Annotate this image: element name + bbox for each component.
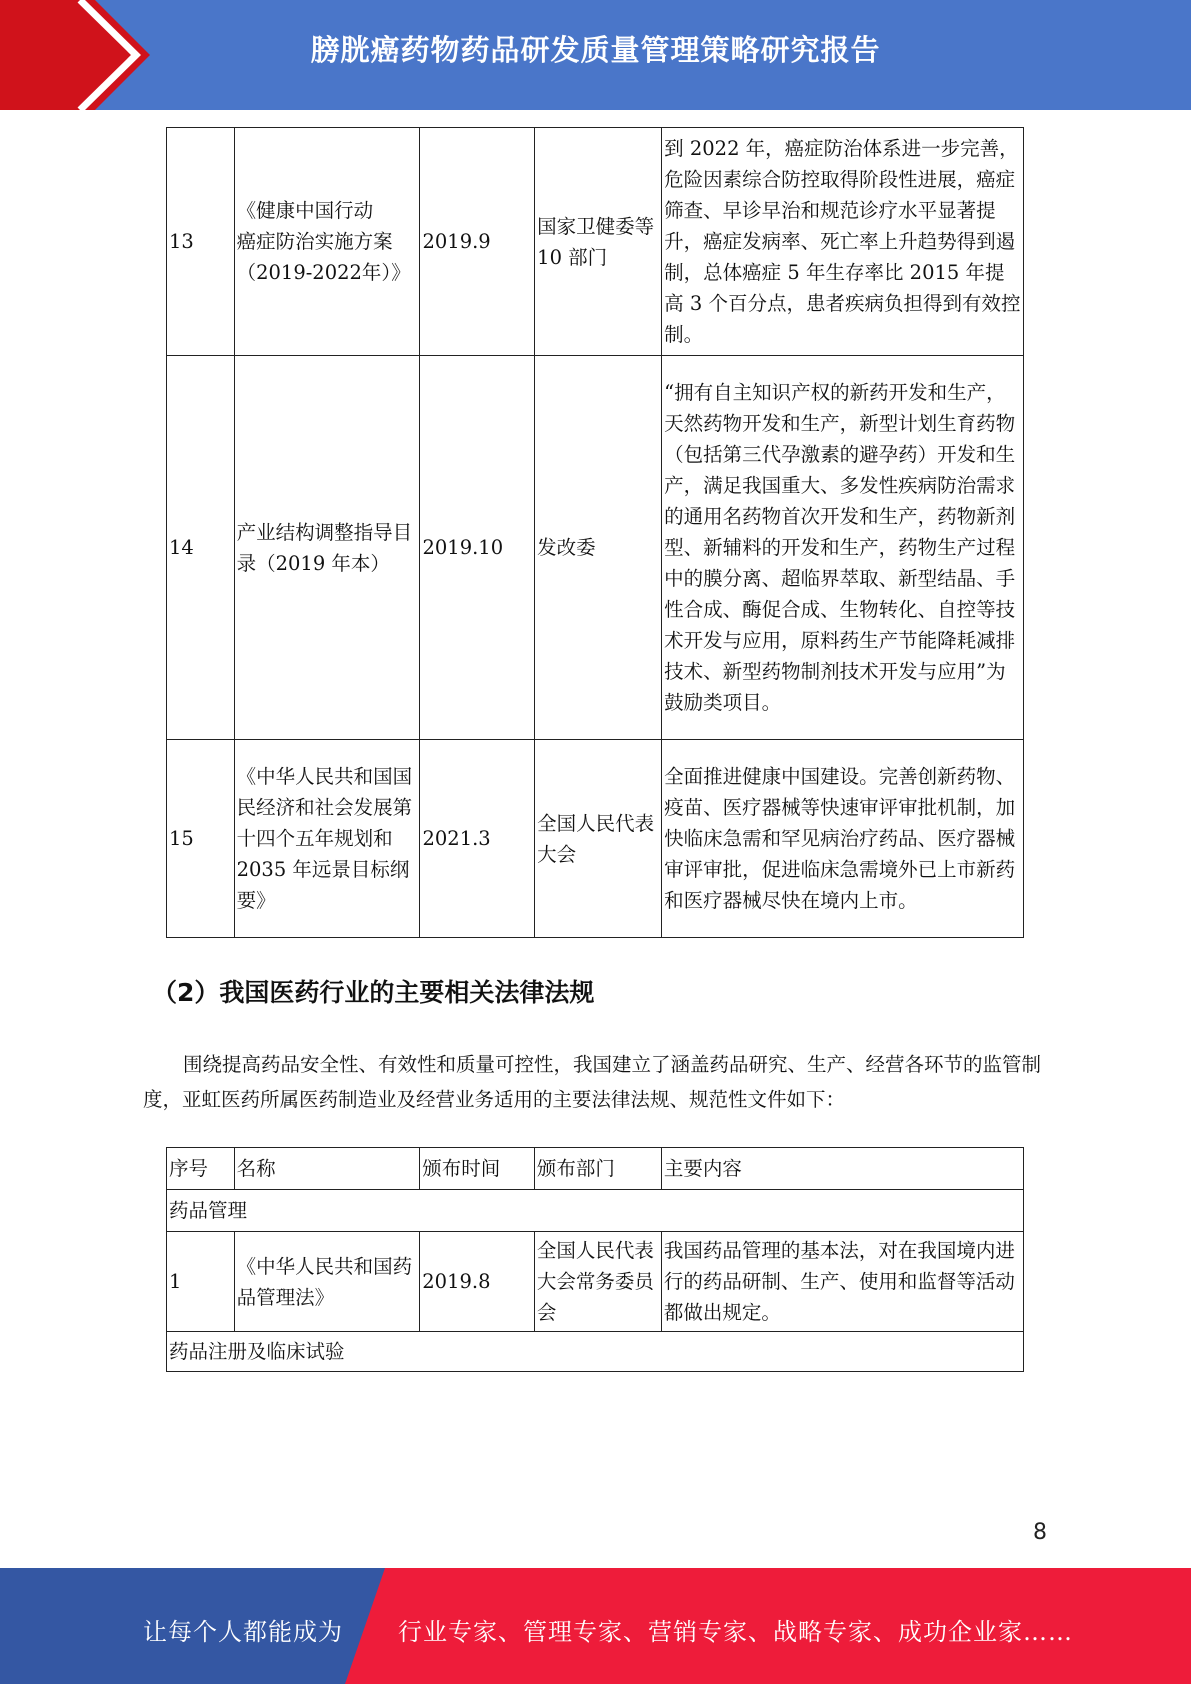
- column-header: 颁布部门: [534, 1148, 661, 1190]
- main-content: 全面推进健康中国建设。完善创新药物、疫苗、医疗器械等快速审评审批机制，加快临床急需和罕见病治疗药品、医疗器械审评审批，促进临床急需境外已上市新药和医疗器械尽快在境内上市。: [662, 740, 1024, 938]
- column-header: 颁布时间: [420, 1148, 535, 1190]
- main-content: “拥有自主知识产权的新药开发和生产，天然药物开发和生产，新型计划生育药物（包括第三代孕激素的避孕药）开发和生产，满足我国重大、多发性疾病防治需求的通用名药物首次开发和生产，药物新剂型、新辅料的开发和生产，药物生产过程中的膜分离、超临界萃取、新型结晶、手性合成、酶促合成、生物转化、自控等技术开发与应用，原料药生产节能降耗减排技术、新型药物制剂技术开发与应用”为鼓励类项目。: [662, 356, 1024, 740]
- policy-table: [166, 127, 1024, 938]
- column-header: 名称: [234, 1148, 420, 1190]
- issuing-department: 发改委: [535, 356, 662, 740]
- issuing-department: 全国人民代表大会: [535, 740, 662, 938]
- issue-date: 2019.8: [420, 1232, 535, 1332]
- issue-date: 2019.9: [420, 128, 535, 356]
- page-number: 8: [1033, 1520, 1047, 1545]
- policy-name: 《健康中国行动 癌症防治实施方案（2019-2022年）》: [234, 128, 420, 356]
- row-number: 15: [167, 740, 235, 938]
- column-header: 序号: [167, 1148, 235, 1190]
- footer-slogan-left: 让每个人都能成为: [143, 1618, 343, 1646]
- table-row: [167, 128, 1024, 356]
- regulations-table: [166, 1147, 1024, 1372]
- header-red-arrow-icon: [0, 0, 150, 110]
- row-number: 14: [167, 356, 235, 740]
- document-title: 膀胱癌药物药品研发质量管理策略研究报告: [310, 33, 881, 67]
- body-paragraph: 围绕提高药品安全性、有效性和质量可控性，我国建立了涵盖药品研究、生产、经营各环节的监管制度，亚虹医药所属医药制造业及经营业务适用的主要法律法规、规范性文件如下：: [143, 1053, 1042, 1111]
- table-header-row: [167, 1148, 1024, 1190]
- row-number: 1: [167, 1232, 235, 1332]
- table-row: [167, 356, 1024, 740]
- main-content: 到 2022 年，癌症防治体系进一步完善，危险因素综合防控取得阶段性进展，癌症筛查、早诊早治和规范诊疗水平显著提升，癌症发病率、死亡率上升趋势得到遏制，总体癌症 5 年生存率比 2015 年提高 3 个百分点，患者疾病负担得到有效控制。: [662, 128, 1024, 356]
- row-number: 13: [167, 128, 235, 356]
- issuing-department: 国家卫健委等 10 部门: [535, 128, 662, 356]
- issue-date: 2019.10: [420, 356, 535, 740]
- issue-date: 2021.3: [420, 740, 535, 938]
- policy-name: 产业结构调整指导目录（2019 年本）: [234, 356, 420, 740]
- group-label: 药品注册及临床试验: [167, 1332, 1024, 1372]
- table-group-row: [167, 1332, 1024, 1372]
- table-row: [167, 740, 1024, 938]
- table-group-row: [167, 1190, 1024, 1232]
- section-heading: （2）我国医药行业的主要相关法律法规: [152, 978, 595, 1007]
- table-row: [167, 1232, 1024, 1332]
- law-name: 《中华人民共和国药品管理法》: [234, 1232, 420, 1332]
- main-content: 我国药品管理的基本法，对在我国境内进行的药品研制、生产、使用和监督等活动都做出规定。: [661, 1232, 1023, 1332]
- column-header: 主要内容: [661, 1148, 1023, 1190]
- issuing-department: 全国人民代表大会常务委员会: [534, 1232, 661, 1332]
- group-label: 药品管理: [167, 1190, 1024, 1232]
- header-banner: [0, 0, 1191, 110]
- policy-name: 《中华人民共和国国民经济和社会发展第十四个五年规划和 2035 年远景目标纲要》: [234, 740, 420, 938]
- footer-slogan-right: 行业专家、管理专家、营销专家、战略专家、成功企业家……: [398, 1618, 1073, 1646]
